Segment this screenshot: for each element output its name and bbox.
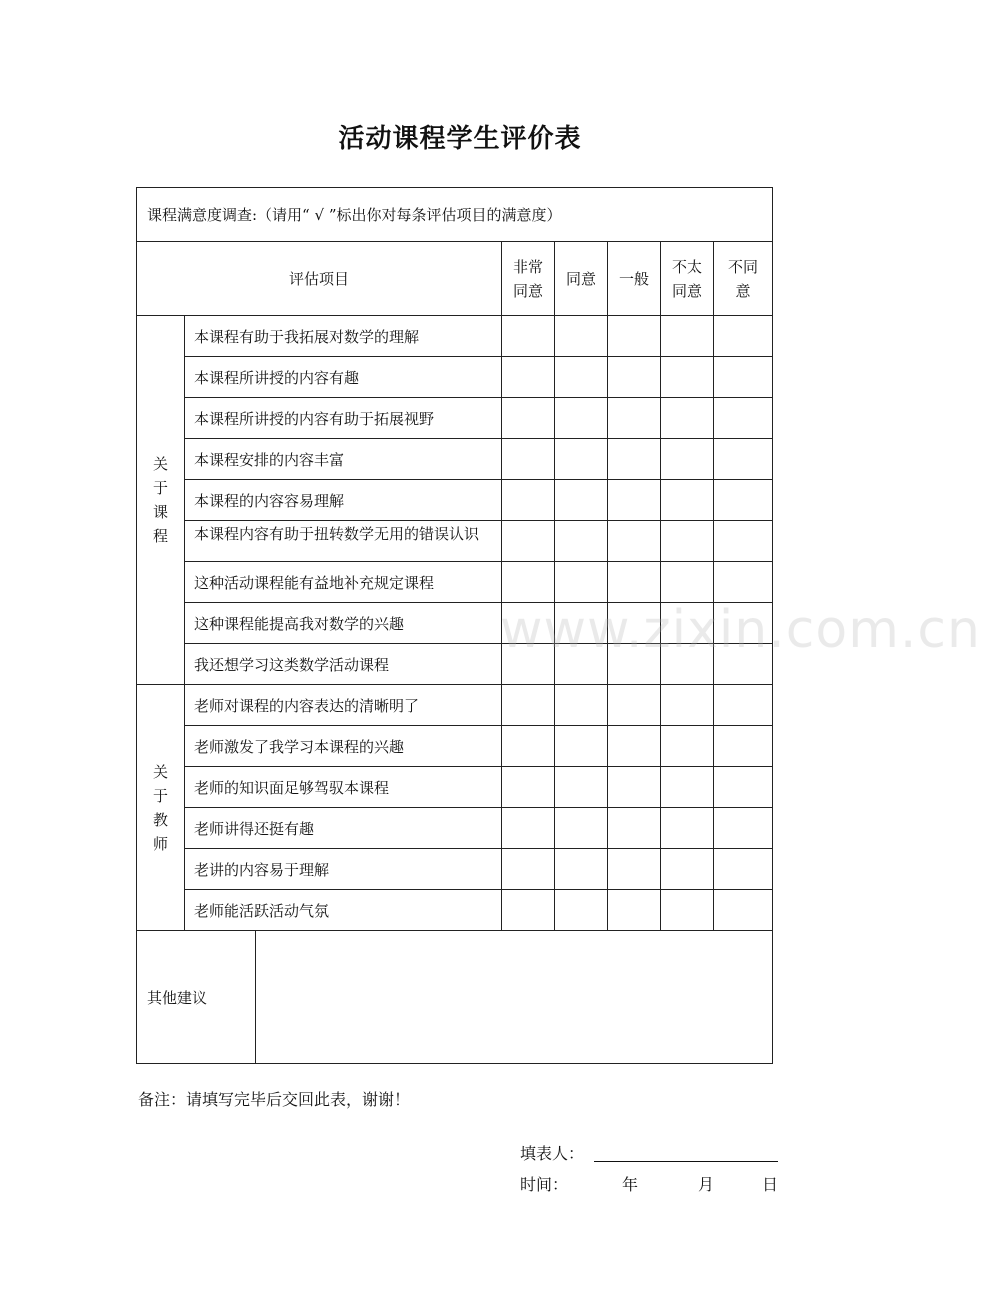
rating-checkbox-cell[interactable]: [661, 521, 714, 562]
header-row: [137, 242, 773, 316]
header-rating-line: 同意: [565, 269, 596, 288]
rating-checkbox-cell[interactable]: [555, 644, 608, 685]
group-label-char: 关: [152, 762, 168, 781]
rating-checkbox-cell[interactable]: [661, 603, 714, 644]
rating-checkbox-cell[interactable]: [714, 644, 773, 685]
rating-checkbox-cell[interactable]: [502, 562, 555, 603]
rating-checkbox-cell[interactable]: [714, 316, 773, 357]
rating-checkbox-cell[interactable]: [502, 685, 555, 726]
evaluation-item: 我还想学习这类数学活动课程: [185, 644, 502, 685]
rating-checkbox-cell[interactable]: [608, 439, 661, 480]
rating-checkbox-cell[interactable]: [608, 603, 661, 644]
table-row: [137, 316, 773, 357]
rating-checkbox-cell[interactable]: [714, 849, 773, 890]
rating-checkbox-cell[interactable]: [502, 603, 555, 644]
table-row: [137, 603, 773, 644]
evaluation-item: [185, 521, 502, 562]
rating-checkbox-cell[interactable]: [661, 767, 714, 808]
evaluation-item: 老师讲得还挺有趣: [185, 808, 502, 849]
rating-checkbox-cell[interactable]: [555, 480, 608, 521]
rating-checkbox-cell[interactable]: [608, 521, 661, 562]
table-row: [137, 685, 773, 726]
other-suggestions-field[interactable]: [256, 931, 773, 1064]
rating-checkbox-cell[interactable]: [555, 316, 608, 357]
header-rating-line: 不同: [727, 257, 758, 276]
rating-checkbox-cell[interactable]: [555, 890, 608, 931]
rating-checkbox-cell[interactable]: [714, 808, 773, 849]
header-rating-somewhat-disagree: [661, 242, 714, 316]
rating-checkbox-cell[interactable]: [502, 316, 555, 357]
filler-signature-line[interactable]: [594, 1161, 778, 1162]
rating-checkbox-cell[interactable]: [502, 398, 555, 439]
other-suggestions-label: 其他建议: [137, 931, 256, 1064]
rating-checkbox-cell[interactable]: [555, 726, 608, 767]
rating-checkbox-cell[interactable]: [661, 562, 714, 603]
evaluation-item: 老师对课程的内容表达的清晰明了: [185, 685, 502, 726]
table-row: [137, 726, 773, 767]
time-label: 时间：: [520, 1175, 569, 1194]
evaluation-item: 本课程所讲授的内容有趣: [185, 357, 502, 398]
rating-checkbox-cell[interactable]: [661, 849, 714, 890]
rating-checkbox-cell[interactable]: [502, 439, 555, 480]
table-row: [137, 357, 773, 398]
group-label-char: 于: [152, 479, 168, 497]
rating-checkbox-cell[interactable]: [661, 357, 714, 398]
rating-checkbox-cell[interactable]: [714, 562, 773, 603]
rating-checkbox-cell[interactable]: [661, 726, 714, 767]
header-rating-line: 一般: [618, 269, 649, 288]
rating-checkbox-cell[interactable]: [608, 398, 661, 439]
rating-checkbox-cell[interactable]: [661, 644, 714, 685]
header-rating-line: 非常: [512, 257, 543, 276]
rating-checkbox-cell[interactable]: [714, 890, 773, 931]
rating-checkbox-cell[interactable]: [502, 480, 555, 521]
group-label: [137, 685, 185, 931]
table-row: [137, 849, 773, 890]
evaluation-item-text: 本课程内容有助于扭转数学无用的错误认识: [194, 525, 480, 543]
rating-checkbox-cell[interactable]: [608, 357, 661, 398]
rating-checkbox-cell[interactable]: [714, 685, 773, 726]
rating-checkbox-cell[interactable]: [555, 521, 608, 562]
table-row: [137, 439, 773, 480]
rating-checkbox-cell[interactable]: [555, 439, 608, 480]
rating-checkbox-cell[interactable]: [555, 603, 608, 644]
rating-checkbox-cell[interactable]: [714, 521, 773, 562]
evaluation-item: 老师的知识面足够驾驭本课程: [185, 767, 502, 808]
rating-checkbox-cell[interactable]: [502, 808, 555, 849]
rating-checkbox-cell[interactable]: [555, 767, 608, 808]
year-label: 年: [622, 1175, 639, 1194]
rating-checkbox-cell[interactable]: [608, 685, 661, 726]
rating-checkbox-cell[interactable]: [714, 357, 773, 398]
rating-checkbox-cell[interactable]: [555, 808, 608, 849]
group-label-char: 教: [152, 810, 168, 829]
evaluation-item: 老师激发了我学习本课程的兴趣: [185, 726, 502, 767]
evaluation-item: 这种活动课程能有益地补充规定课程: [185, 562, 502, 603]
page-title: 活动课程学生评价表: [338, 124, 582, 154]
rating-checkbox-cell[interactable]: [555, 849, 608, 890]
header-rating-line: 同意: [512, 281, 543, 300]
header-rating-line: 同意: [671, 281, 702, 300]
evaluation-item: 老师能活跃活动气氛: [185, 890, 502, 931]
rating-checkbox-cell[interactable]: [608, 849, 661, 890]
rating-checkbox-cell[interactable]: [714, 398, 773, 439]
rating-checkbox-cell[interactable]: [661, 890, 714, 931]
rating-checkbox-cell[interactable]: [661, 480, 714, 521]
rating-checkbox-cell[interactable]: [555, 685, 608, 726]
rating-checkbox-cell[interactable]: [608, 890, 661, 931]
rating-checkbox-cell[interactable]: [555, 562, 608, 603]
rating-checkbox-cell[interactable]: [608, 726, 661, 767]
group-label-char: 师: [152, 834, 168, 853]
note-text: 备注：请填写完毕后交回此表，谢谢！: [138, 1090, 411, 1109]
rating-checkbox-cell[interactable]: [502, 521, 555, 562]
evaluation-item: 老讲的内容易于理解: [185, 849, 502, 890]
table-row: [137, 562, 773, 603]
header-rating-line: 不太: [671, 257, 702, 276]
rating-checkbox-cell[interactable]: [555, 357, 608, 398]
evaluation-item: 本课程所讲授的内容有助于拓展视野: [185, 398, 502, 439]
table-row: [137, 767, 773, 808]
filler-label: 填表人：: [520, 1144, 585, 1163]
header-rating-neutral: [608, 242, 661, 316]
table-row: [137, 890, 773, 931]
month-label: 月: [698, 1175, 715, 1194]
table-row: [137, 480, 773, 521]
rating-checkbox-cell[interactable]: [555, 398, 608, 439]
rating-checkbox-cell[interactable]: [502, 357, 555, 398]
group-label: [137, 316, 185, 685]
header-item-label: 评估项目: [137, 242, 502, 316]
table-row: [137, 644, 773, 685]
header-rating-strongly-agree: [502, 242, 555, 316]
rating-checkbox-cell[interactable]: [502, 726, 555, 767]
evaluation-item: 本课程有助于我拓展对数学的理解: [185, 316, 502, 357]
rating-checkbox-cell[interactable]: [661, 685, 714, 726]
group-label-char: 关: [152, 455, 168, 473]
evaluation-item: 这种课程能提高我对数学的兴趣: [185, 603, 502, 644]
rating-checkbox-cell[interactable]: [661, 808, 714, 849]
header-rating-line: 意: [735, 281, 751, 300]
rating-checkbox-cell[interactable]: [608, 767, 661, 808]
rating-checkbox-cell[interactable]: [608, 644, 661, 685]
table-row: [137, 398, 773, 439]
rating-checkbox-cell[interactable]: [714, 439, 773, 480]
date-row: [520, 1172, 790, 1196]
rating-checkbox-cell[interactable]: [608, 808, 661, 849]
rating-checkbox-cell[interactable]: [608, 562, 661, 603]
rating-checkbox-cell[interactable]: [661, 316, 714, 357]
rating-checkbox-cell[interactable]: [714, 726, 773, 767]
header-rating-disagree: [714, 242, 773, 316]
rating-checkbox-cell[interactable]: [608, 480, 661, 521]
rating-checkbox-cell[interactable]: [608, 316, 661, 357]
rating-checkbox-cell[interactable]: [502, 767, 555, 808]
other-suggestions-row: [137, 931, 773, 1064]
table-row: [137, 808, 773, 849]
evaluation-item: 本课程安排的内容丰富: [185, 439, 502, 480]
rating-checkbox-cell[interactable]: [502, 849, 555, 890]
evaluation-item: 本课程的内容容易理解: [185, 480, 502, 521]
group-label-char: 课: [152, 503, 168, 521]
rating-checkbox-cell[interactable]: [714, 480, 773, 521]
instruction-text: 课程满意度调查:（请用“ √ ”标出你对每条评估项目的满意度）: [137, 188, 773, 242]
rating-checkbox-cell[interactable]: [714, 603, 773, 644]
rating-checkbox-cell[interactable]: [661, 439, 714, 480]
day-label: 日: [762, 1175, 779, 1194]
instruction-row: [137, 188, 773, 242]
rating-checkbox-cell[interactable]: [502, 890, 555, 931]
table-row: [137, 521, 773, 562]
header-rating-agree: [555, 242, 608, 316]
group-label-char: 于: [152, 786, 168, 805]
rating-checkbox-cell[interactable]: [502, 644, 555, 685]
watermark: www.zixin.com.cn: [500, 600, 981, 660]
group-label-char: 程: [152, 527, 168, 545]
evaluation-table: [136, 187, 773, 1064]
rating-checkbox-cell[interactable]: [714, 767, 773, 808]
rating-checkbox-cell[interactable]: [661, 398, 714, 439]
